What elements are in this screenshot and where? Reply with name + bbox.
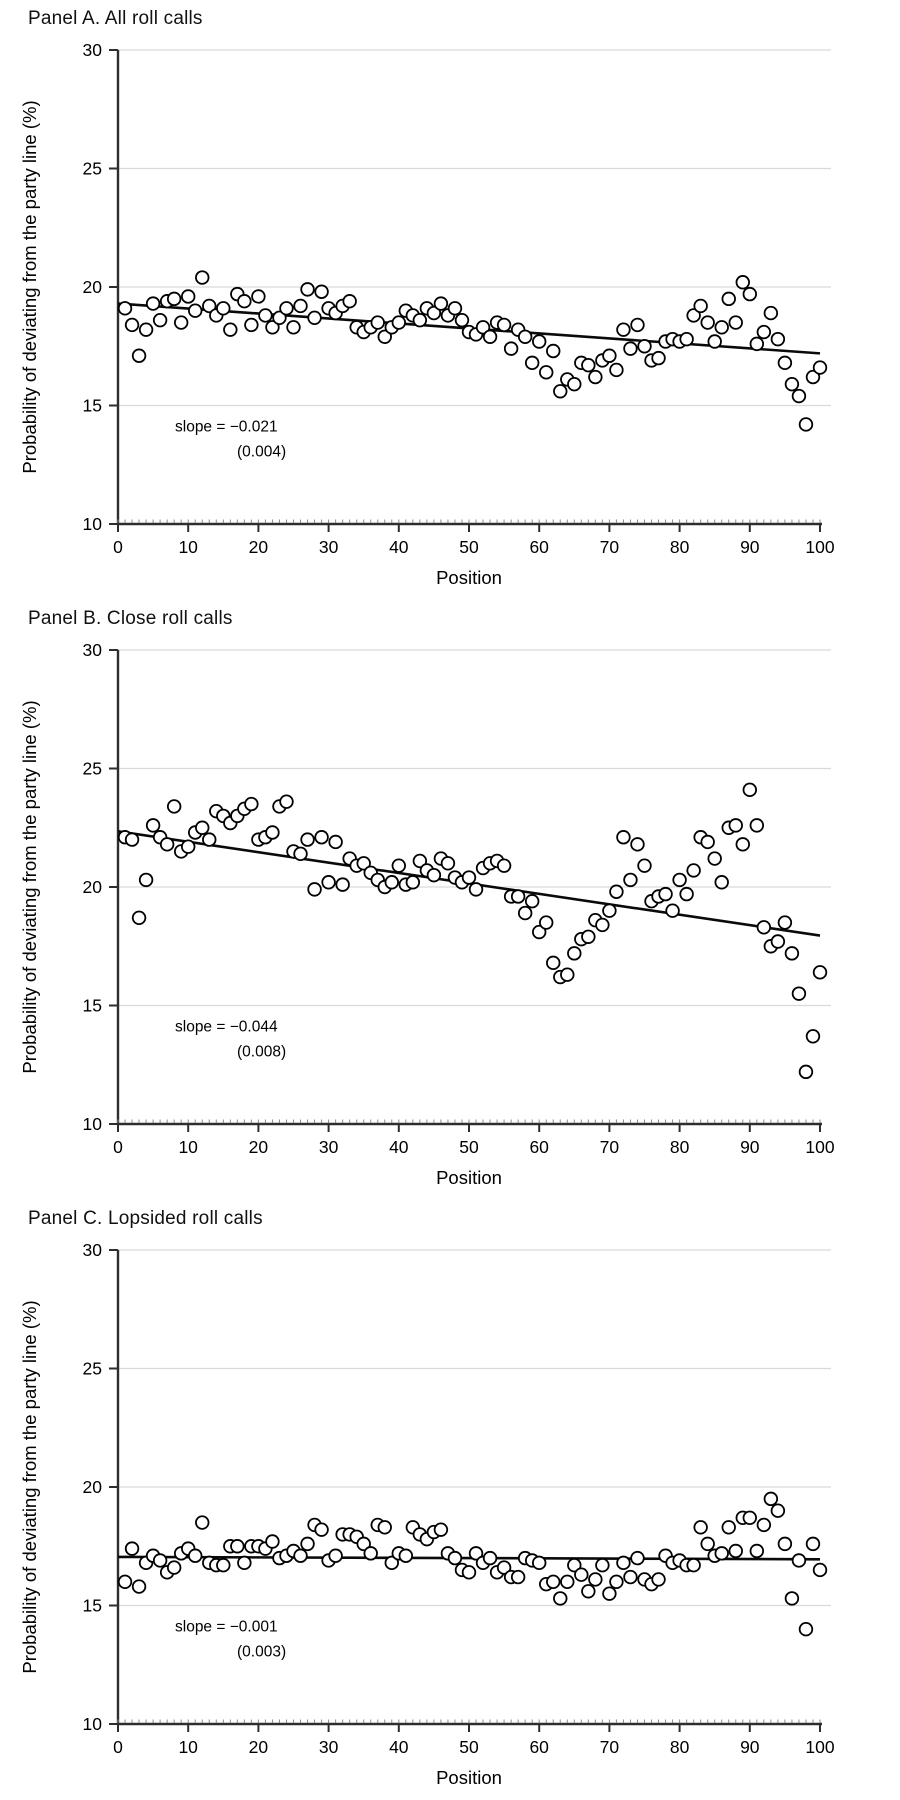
data-point [800,1066,813,1079]
panel-c-title: Panel C. Lopsided roll calls [28,1208,263,1229]
slope-se-annotation: (0.003) [237,1643,287,1661]
data-point [638,859,651,872]
data-point [582,1585,595,1598]
data-point [814,1564,827,1577]
data-point [414,314,427,327]
data-point [484,1552,497,1565]
data-point [393,316,406,329]
data-point [758,1519,771,1532]
data-point [252,290,265,303]
x-axis-title: Position [436,567,502,588]
data-point [126,833,139,846]
y-tick-label: 20 [82,1477,102,1497]
data-point [631,838,644,851]
data-point [772,333,785,346]
data-point [294,848,307,861]
data-point [463,1566,476,1579]
data-point [772,935,785,948]
data-point [119,1576,132,1589]
data-point [308,883,321,896]
data-point [343,295,356,308]
data-point [722,1521,735,1534]
data-point [694,1521,707,1534]
y-tick-label: 25 [82,1358,102,1379]
data-point [280,795,293,808]
slope-annotation: slope = −0.021 [175,418,278,436]
data-point [287,321,300,334]
y-axis-title: Probability of deviating from the party line (%) [19,700,40,1074]
y-tick-label: 20 [82,277,102,297]
panel-b-chart [0,632,900,1192]
data-point [435,297,448,310]
data-point [175,316,188,329]
data-point [744,1512,757,1525]
data-point [624,874,637,887]
data-point [385,876,398,889]
data-point [547,957,560,970]
data-point [526,895,539,908]
x-tick-label: 80 [669,1137,690,1157]
data-point [505,342,518,355]
data-point [203,833,216,846]
panel-a [0,0,900,600]
data-point [189,1549,202,1562]
data-point [708,852,721,865]
data-point [378,1521,391,1534]
panel-c [0,1200,900,1800]
data-point [793,390,806,403]
y-axis-title: Probability of deviating from the party line (%) [19,1300,40,1674]
data-point [617,323,630,336]
data-point [196,271,209,284]
x-tick-label: 20 [248,537,269,557]
data-point [189,304,202,317]
data-point [617,831,630,844]
data-point [701,316,714,329]
data-point [329,836,342,849]
data-point [624,1571,637,1584]
x-tick-label: 20 [248,1137,269,1157]
y-axis-title: Probability of deviating from the party line (%) [19,100,40,474]
x-tick-label: 70 [599,537,620,557]
data-point [533,335,546,348]
data-point [786,378,799,391]
data-point [589,1573,602,1586]
data-point [715,1547,728,1560]
x-tick-label: 100 [805,1737,835,1757]
data-point [547,1576,560,1589]
data-point [161,838,174,851]
data-point [140,323,153,336]
data-point [596,1559,609,1572]
data-point [568,378,581,391]
data-point [308,312,321,325]
x-tick-label: 60 [529,1737,549,1757]
data-point [315,831,328,844]
y-tick-label: 30 [82,40,102,60]
data-point [800,1623,813,1636]
data-point [133,349,146,362]
x-tick-label: 20 [248,1737,269,1757]
x-tick-label: 30 [318,1737,339,1757]
data-point [582,930,595,943]
data-point [729,1545,742,1558]
data-point [442,857,455,870]
x-tick-label: 40 [389,1137,409,1157]
data-point [765,1493,778,1506]
slope-annotation: slope = −0.001 [175,1618,278,1636]
data-point [238,295,251,308]
data-point [807,1538,820,1551]
x-axis-title: Position [436,1767,502,1788]
data-point [744,288,757,301]
data-point [687,864,700,877]
data-point [519,330,532,343]
x-tick-label: 100 [805,1137,835,1157]
x-tick-label: 90 [740,537,760,557]
x-tick-label: 10 [178,537,198,557]
data-point [751,1545,764,1558]
x-tick-label: 50 [459,1737,479,1757]
y-tick-label: 10 [82,514,102,534]
data-point [736,838,749,851]
data-point [793,987,806,1000]
data-point [758,326,771,339]
y-tick-label: 30 [82,640,102,660]
data-point [659,888,672,901]
panel-a-title: Panel A. All roll calls [28,8,203,29]
data-point [758,921,771,934]
data-point [393,859,406,872]
data-point [603,1587,616,1600]
data-point [603,904,616,917]
data-point [610,364,623,377]
data-point [652,352,665,365]
data-point [168,1561,181,1574]
data-point [779,1538,792,1551]
data-point [631,319,644,332]
data-point [280,302,293,315]
data-point [182,290,195,303]
data-point [315,1523,328,1536]
data-point [512,1571,525,1584]
data-point [133,1580,146,1593]
data-point [793,1554,806,1567]
data-point [456,314,469,327]
data-point [147,297,160,310]
data-point [182,840,195,853]
data-point [147,819,160,832]
y-tick-label: 25 [82,758,102,779]
data-point [533,1557,546,1570]
data-point [245,319,258,332]
slope-se-annotation: (0.004) [237,443,287,461]
data-point [119,302,132,315]
x-tick-label: 60 [529,537,549,557]
y-tick-label: 15 [82,995,102,1016]
data-point [582,359,595,372]
data-point [751,338,764,351]
data-point [266,826,279,839]
data-point [744,784,757,797]
data-point [729,819,742,832]
data-point [329,1549,342,1562]
data-point [463,871,476,884]
data-point [301,1538,314,1551]
data-point [126,319,139,332]
data-point [266,1535,279,1548]
x-tick-label: 0 [113,537,123,557]
data-point [196,1516,209,1529]
x-tick-label: 0 [113,1737,123,1757]
data-point [680,333,693,346]
x-tick-label: 70 [599,1137,620,1157]
data-point [259,309,272,322]
data-point [751,819,764,832]
data-point [596,919,609,932]
x-tick-label: 30 [318,1137,339,1157]
panel-a-chart [0,32,900,592]
data-point [336,878,349,891]
x-tick-label: 80 [669,537,690,557]
slope-annotation: slope = −0.044 [175,1018,278,1036]
data-point [371,316,384,329]
data-point [498,859,511,872]
data-point [301,833,314,846]
slope-se-annotation: (0.008) [237,1043,287,1061]
data-point [315,285,328,298]
y-tick-label: 15 [82,395,102,416]
data-point [140,874,153,887]
data-point [364,1547,377,1560]
data-point [168,293,181,306]
x-tick-label: 10 [178,1137,198,1157]
data-point [126,1542,139,1555]
data-point [224,323,237,336]
panel-c-chart [0,1232,900,1792]
y-tick-label: 10 [82,1114,102,1134]
x-tick-label: 40 [389,537,409,557]
data-point [301,283,314,296]
data-point [708,335,721,348]
x-tick-label: 0 [113,1137,123,1157]
data-point [540,916,553,929]
data-point [322,876,335,889]
data-point [722,293,735,306]
data-point [568,947,581,960]
data-point [484,330,497,343]
data-point [786,947,799,960]
data-point [624,342,637,355]
data-point [540,366,553,379]
data-point [512,890,525,903]
data-point [673,874,686,887]
data-point [680,888,693,901]
data-point [610,1576,623,1589]
y-tick-label: 15 [82,1595,102,1616]
data-point [154,1554,167,1567]
data-point [217,1559,230,1572]
data-point [294,1549,307,1562]
data-point [807,1030,820,1043]
data-point [238,1557,251,1570]
data-point [814,361,827,374]
x-tick-label: 70 [599,1737,620,1757]
x-tick-label: 60 [529,1137,549,1157]
data-point [554,385,567,398]
x-tick-label: 50 [459,1137,479,1157]
data-point [196,821,209,834]
data-point [701,1538,714,1551]
data-point [736,276,749,289]
data-point [779,357,792,370]
data-point [470,883,483,896]
data-point [168,800,181,813]
data-point [652,1573,665,1586]
data-point [729,316,742,329]
x-tick-label: 100 [805,537,835,557]
data-point [610,885,623,898]
panel-b-title: Panel B. Close roll calls [28,608,233,629]
data-point [715,876,728,889]
data-point [435,1523,448,1536]
y-tick-label: 25 [82,158,102,179]
y-tick-label: 10 [82,1714,102,1734]
data-point [575,1568,588,1581]
data-point [554,1592,567,1605]
data-point [638,340,651,353]
data-point [547,345,560,358]
data-point [631,1552,644,1565]
data-point [526,357,539,370]
data-point [449,302,462,315]
x-tick-label: 90 [740,1737,760,1757]
data-point [400,1549,413,1562]
x-tick-label: 80 [669,1737,690,1757]
data-point [694,300,707,313]
data-point [800,418,813,431]
data-point [715,321,728,334]
data-point [231,1540,244,1553]
data-point [687,1559,700,1572]
data-point [814,966,827,979]
data-point [449,1552,462,1565]
data-point [701,836,714,849]
y-tick-label: 20 [82,877,102,897]
x-tick-label: 50 [459,537,479,557]
data-point [519,907,532,920]
data-point [617,1557,630,1570]
y-tick-label: 30 [82,1240,102,1260]
panel-b [0,600,900,1200]
data-point [428,869,441,882]
data-point [666,904,679,917]
data-point [561,1576,574,1589]
x-tick-label: 30 [318,537,339,557]
data-point [154,314,167,327]
data-point [294,300,307,313]
data-point [589,371,602,384]
x-tick-label: 10 [178,1737,198,1757]
data-point [561,968,574,981]
data-point [407,876,420,889]
data-point [133,912,146,925]
data-point [245,798,258,811]
x-axis-title: Position [436,1167,502,1188]
data-point [498,319,511,332]
data-point [779,916,792,929]
data-point [772,1504,785,1517]
data-point [786,1592,799,1605]
data-point [603,349,616,362]
data-point [217,302,230,315]
x-tick-label: 40 [389,1737,409,1757]
x-tick-label: 90 [740,1137,760,1157]
data-point [765,307,778,320]
